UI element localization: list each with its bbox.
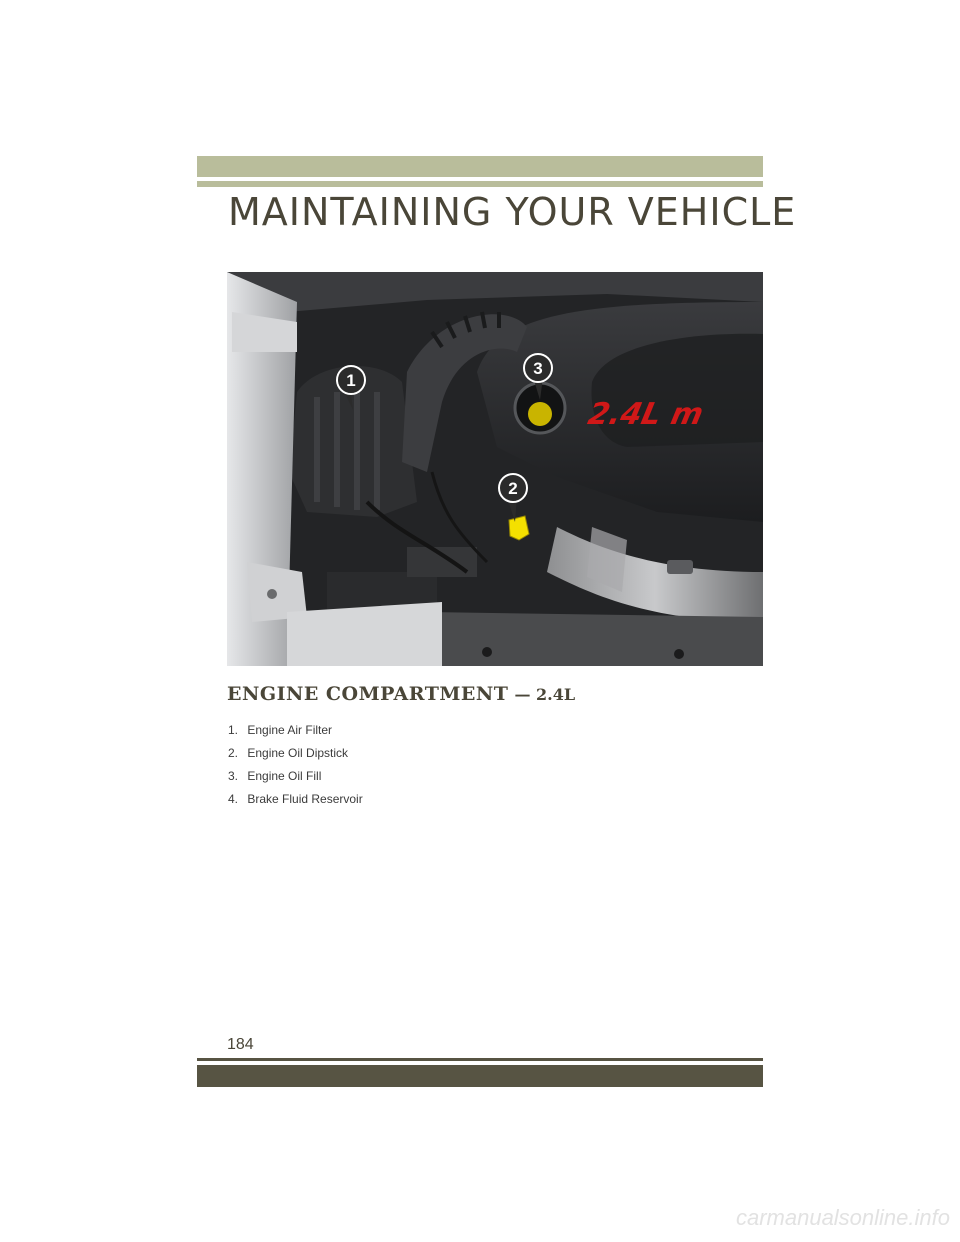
- svg-text:3: 3: [533, 359, 543, 378]
- legend-label: Brake Fluid Reservoir: [247, 792, 363, 806]
- svg-text:2.4L m: 2.4L m: [585, 397, 707, 432]
- header-accent-rule: [197, 181, 763, 187]
- page-number: 184: [227, 1036, 254, 1053]
- component-legend: [228, 722, 363, 814]
- legend-label: Engine Air Filter: [247, 723, 333, 737]
- watermark: carmanualsonline.info: [735, 1205, 950, 1230]
- legend-number: 1.: [228, 723, 239, 737]
- legend-number: 2.: [228, 746, 239, 760]
- footer-accent-band: [197, 1065, 763, 1087]
- svg-text:2: 2: [508, 479, 518, 498]
- section-title: MAINTAINING YOUR VEHICLE: [228, 190, 797, 234]
- header-accent-band: [197, 156, 763, 177]
- figure-heading: [227, 683, 575, 705]
- engine-compartment-photo: [227, 272, 763, 666]
- legend-item: [228, 745, 363, 768]
- legend-label: Engine Oil Fill: [247, 769, 322, 783]
- legend-item: [228, 722, 363, 745]
- engine-badge: [585, 397, 706, 432]
- svg-text:1: 1: [346, 371, 356, 390]
- footer-accent-rule: [197, 1058, 763, 1061]
- heading-suffix: — 2.4L: [514, 685, 576, 704]
- legend-label: Engine Oil Dipstick: [247, 746, 349, 760]
- legend-item: [228, 768, 363, 791]
- legend-number: 3.: [228, 769, 239, 783]
- legend-number: 4.: [228, 792, 239, 806]
- heading-title: ENGINE COMPARTMENT: [227, 683, 509, 705]
- legend-item: [228, 791, 363, 814]
